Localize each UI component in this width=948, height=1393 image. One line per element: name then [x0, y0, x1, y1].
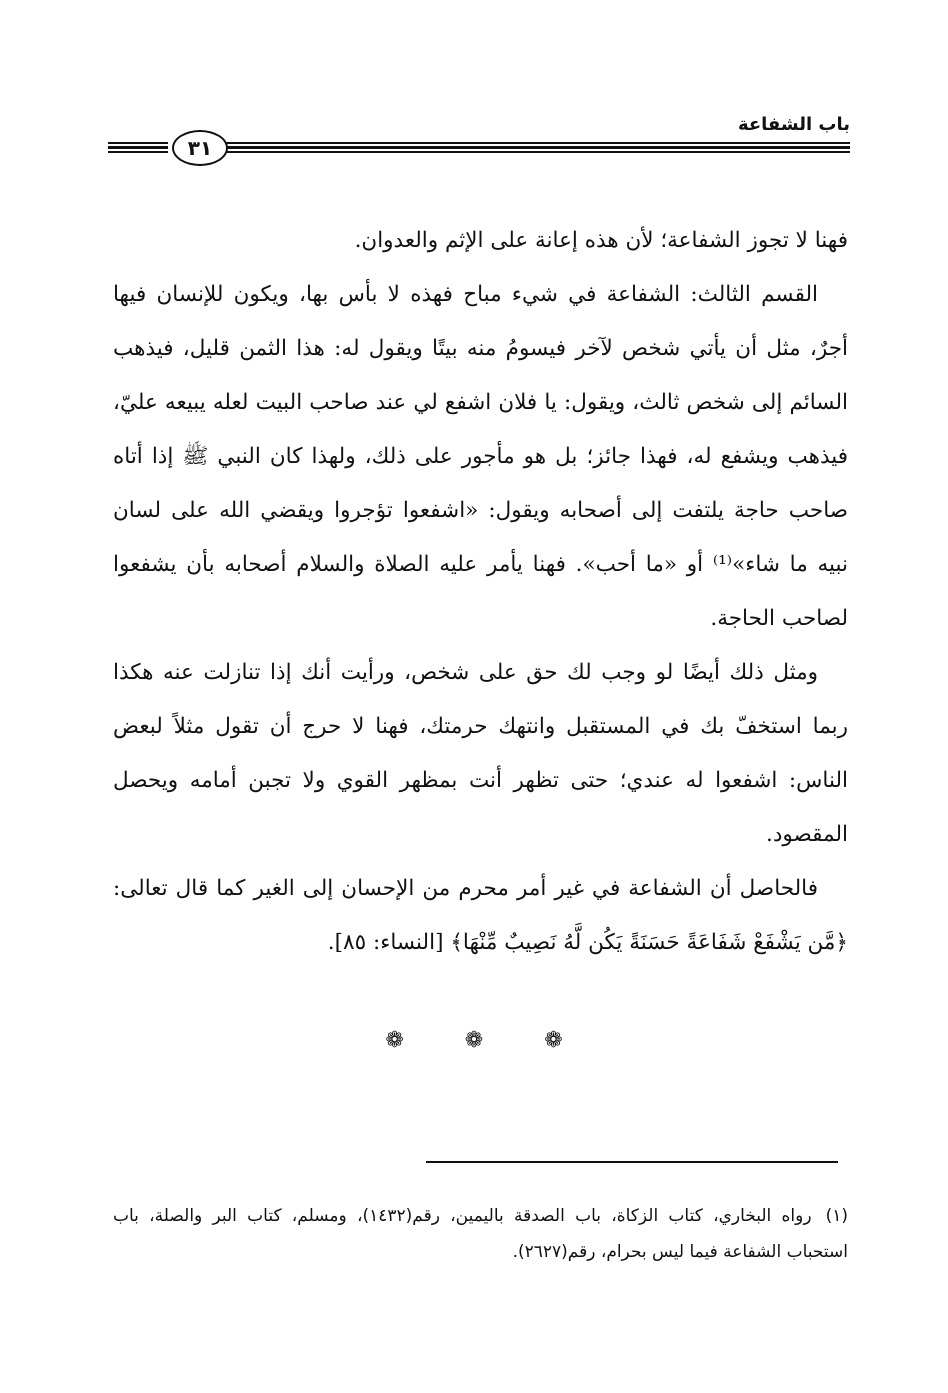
footnote-text: رواه البخاري، كتاب الزكاة، باب الصدقة باليمين، رقم(١٤٣٢)، ومسلم، كتاب البر والصلة، باب استحباب الشفاعة فيما ليس بحرام، رقم(٢٦٢٧). [113, 1206, 848, 1262]
header-rule-line [225, 151, 850, 153]
header-rule-line [108, 146, 168, 149]
header-rule-line [108, 142, 168, 144]
paragraph: ومثل ذلك أيضًا لو وجب لك حق على شخص، ورأيت أنك إذا تنازلت عنه هكذا ربما استخفّ بك في المستقبل وانتهك حرمتك، فهنا لا حرج أن تقول مثلاً لبعض الناس: اشفعوا له عندي؛ حتى تظهر أنت بمظهر القوي ولا تجبن أمامه ويحصل المقصود. [113, 660, 848, 847]
paragraph [113, 862, 848, 970]
paragraph: القسم الثالث: الشفاعة في شيء مباح فهذه لا بأس بها، ويكون للإنسان فيها أجرٌ، مثل أن يأتي شخص لآخر فيسومُ منه بيتًا ويقول له: هذا الثمن قليل، فيذهب السائم إلى شخص ثالث، ويقول: يا فلان اشفع لي عند صاحب البيت لعله يبيعه عليّ، فيذهب ويشفع له، فهذا جائز؛ بل هو مأجور على ذلك، ولهذا كان النبي ﷺ إذا أتاه صاحب حاجة يلتفت إلى أصحابه ويقول: «اشفعوا تؤجروا ويقضي الله على لسان نبيه ما شاء»⁽¹⁾ أو «ما أحب». فهنا يأمر عليه الصلاة والسلام أصحابه بأن يشفعوا لصاحب الحاجة. [113, 282, 848, 631]
page-header [108, 108, 850, 168]
header-rule-line [108, 151, 168, 153]
header-rule-line [225, 146, 850, 149]
header-rule-line [225, 142, 850, 144]
main-text [113, 214, 848, 970]
footnote-number: (١) [825, 1206, 848, 1226]
paragraph: فهنا لا تجوز الشفاعة؛ لأن هذه إعانة على الإثم والعدوان. [354, 228, 848, 253]
quran-quote: ﴿مَّن يَشْفَعْ شَفَاعَةً حَسَنَةً يَكُن لَّهُ نَصِيبٌ مِّنْهَا﴾ [450, 930, 848, 955]
paragraph-text: فالحاصل أن الشفاعة في غير أمر محرم من الإحسان إلى الغير كما قال تعالى: [113, 876, 818, 901]
footnote-divider [426, 1161, 838, 1163]
section-separator: ❁ ❁ ❁ [385, 1028, 563, 1053]
footnote [113, 1198, 848, 1270]
running-title: باب الشفاعة [737, 114, 850, 135]
page-number: ٣١ [172, 130, 228, 166]
quran-reference: [النساء: ٨٥]. [327, 930, 444, 955]
